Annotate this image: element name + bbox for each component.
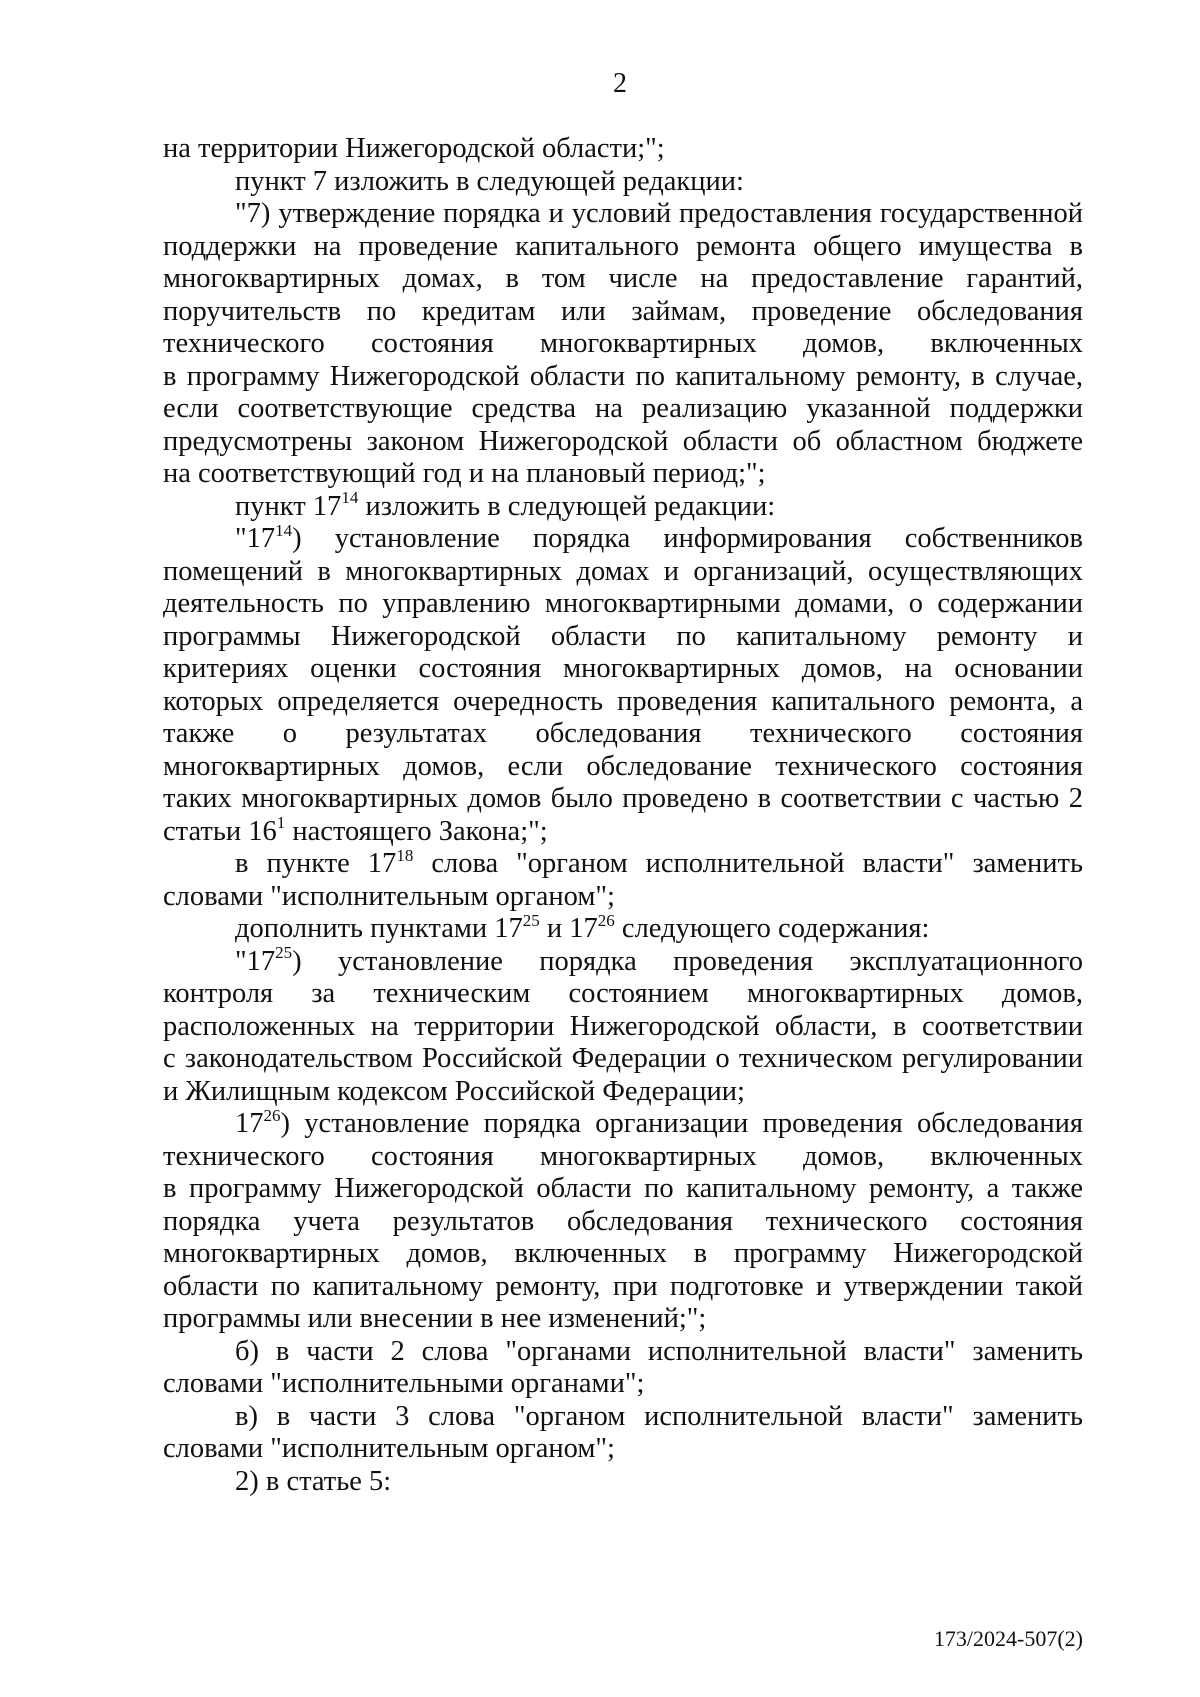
text-line — [163, 588, 1083, 621]
text-segment: на соответствующий год и на плановый период;"; — [163, 458, 766, 489]
text-line — [163, 393, 1083, 426]
text-segment: "17 — [235, 945, 276, 977]
text-line — [163, 1206, 1083, 1239]
text-segment: многоквартирных домов, если обследование технического состояния — [163, 750, 1083, 782]
text-line — [163, 751, 1083, 784]
text-segment: помещений в многоквартирных домах и организаций, осуществляющих — [163, 555, 1083, 587]
text-segment: на территории Нижегородской области;"; — [163, 133, 665, 164]
superscript: 25 — [275, 943, 293, 962]
text-line — [163, 1433, 1083, 1466]
text-segment: программы или внесении в нее изменений;"; — [163, 1303, 707, 1334]
superscript: 18 — [396, 845, 414, 865]
text-line — [163, 296, 1083, 329]
text-segment: если соответствующие средства на реализацию указанной поддержки — [163, 393, 1083, 424]
superscript: 1 — [276, 813, 286, 832]
text-segment: "17 — [235, 523, 276, 554]
text-segment: 17 — [235, 1108, 264, 1139]
text-segment: ) установление порядка организации проведения обследования — [280, 1108, 1083, 1139]
text-segment: слова "органом исполнительной власти" заменить — [413, 848, 1083, 879]
text-line — [163, 1303, 1083, 1336]
text-line — [163, 488, 1083, 524]
text-line — [163, 198, 1083, 231]
text-segment: технического состояния многоквартирных домов, включенных — [163, 1140, 1083, 1172]
text-segment: с законодательством Российской Федерации о техническом регулировании — [163, 1043, 1083, 1074]
text-line — [163, 1238, 1083, 1271]
text-line — [163, 881, 1083, 914]
text-line — [163, 1011, 1083, 1044]
text-line — [163, 978, 1083, 1011]
text-segment: предусмотрены законом Нижегородской области об областном бюджете — [163, 425, 1083, 457]
text-line — [163, 813, 1083, 849]
text-line — [163, 783, 1083, 816]
text-line — [163, 1466, 1083, 1499]
text-line — [163, 718, 1083, 751]
page-number: 2 — [613, 68, 627, 99]
text-segment: настоящего Закона;"; — [285, 815, 548, 847]
text-segment: словами "исполнительным органом"; — [163, 880, 615, 912]
text-line — [163, 166, 1083, 199]
text-line — [163, 653, 1083, 686]
text-segment: статьи 16 — [163, 815, 277, 847]
text-segment: которых определяется очередность проведения капитального ремонта, а — [163, 685, 1083, 717]
text-segment: программы Нижегородской области по капитальному ремонту и — [163, 620, 1083, 652]
text-line — [163, 458, 1083, 491]
text-segment: многоквартирных домов, включенных в программу Нижегородской — [163, 1238, 1083, 1269]
text-line — [163, 686, 1083, 719]
text-segment: деятельность по управлению многоквартирными домами, о содержании — [163, 588, 1083, 619]
text-segment: расположенных на территории Нижегородской области, в соответствии — [163, 1010, 1083, 1042]
text-segment: ) установление порядка информирования собственников — [292, 523, 1083, 554]
text-segment: таких многоквартирных домов было проведено в соответствии с частью 2 — [163, 783, 1083, 814]
text-line — [163, 1173, 1083, 1206]
text-segment: пункт 7 изложить в следующей редакции: — [235, 165, 744, 197]
text-segment: технического состояния многоквартирных домов, включенных — [163, 328, 1083, 359]
text-segment: поручительств по кредитам или займам, проведение обследования — [163, 295, 1083, 327]
text-segment: контроля за техническим состоянием многоквартирных домов, — [163, 978, 1083, 1009]
superscript: 14 — [275, 520, 293, 540]
text-line — [163, 621, 1083, 654]
text-line — [163, 1401, 1083, 1434]
text-line — [163, 426, 1083, 459]
text-line — [163, 910, 1083, 946]
text-segment: в пункте 17 — [235, 848, 397, 879]
text-line — [163, 231, 1083, 264]
text-segment: 2) в статье 5: — [235, 1465, 392, 1497]
text-segment: ) установление порядка проведения эксплуатационного — [292, 945, 1083, 977]
text-segment: также о результатах обследования технического состояния — [163, 718, 1083, 749]
text-segment: многоквартирных домах, в том числе на предоставление гарантий, — [163, 263, 1083, 294]
text-line — [163, 845, 1083, 881]
text-segment: в программу Нижегородской области по капитальному ремонту, а также — [163, 1173, 1083, 1204]
superscript: 14 — [341, 488, 359, 507]
text-line — [163, 1336, 1083, 1369]
text-line — [163, 943, 1083, 979]
text-line — [163, 361, 1083, 394]
text-line — [163, 133, 1083, 166]
text-segment: в программу Нижегородской области по капитальному ремонту, в случае, — [163, 360, 1083, 392]
text-line — [163, 1368, 1083, 1401]
text-segment: изложить в следующей редакции: — [358, 490, 776, 522]
text-segment: пункт 17 — [235, 490, 342, 522]
text-segment: словами "исполнительным органом"; — [163, 1433, 615, 1464]
text-line — [163, 263, 1083, 296]
text-segment: и Жилищным кодексом Российской Федерации; — [163, 1075, 745, 1107]
text-line — [163, 1076, 1083, 1109]
text-segment: и 17 — [539, 913, 598, 944]
text-line — [163, 1043, 1083, 1076]
document-code: 173/2024-507(2) — [933, 1626, 1083, 1651]
text-line — [163, 328, 1083, 361]
text-segment: области по капитальному ремонту, при подготовке и утверждении такой — [163, 1270, 1083, 1302]
document-body — [163, 133, 1083, 1498]
text-segment: "7) утверждение порядка и условий предоставления государственной — [235, 198, 1083, 229]
text-segment: дополнить пунктами 17 — [235, 913, 523, 944]
superscript: 25 — [522, 910, 540, 930]
text-segment: словами "исполнительными органами"; — [163, 1368, 645, 1399]
text-segment: поддержки на проведение капитального ремонта общего имущества в — [163, 230, 1083, 262]
text-segment: б) в части 2 слова "органами исполнительной власти" заменить — [235, 1335, 1083, 1367]
text-line — [163, 1105, 1083, 1141]
text-line — [163, 556, 1083, 589]
superscript: 26 — [263, 1105, 281, 1125]
text-segment: в) в части 3 слова "органом исполнительной власти" заменить — [235, 1400, 1083, 1432]
text-line — [163, 520, 1083, 556]
text-line — [163, 1271, 1083, 1304]
text-segment: критериях оценки состояния многоквартирных домов, на основании — [163, 653, 1083, 684]
text-segment: следующего содержания: — [614, 913, 930, 944]
text-line — [163, 1141, 1083, 1174]
superscript: 26 — [597, 910, 615, 930]
text-segment: порядка учета результатов обследования технического состояния — [163, 1205, 1083, 1237]
